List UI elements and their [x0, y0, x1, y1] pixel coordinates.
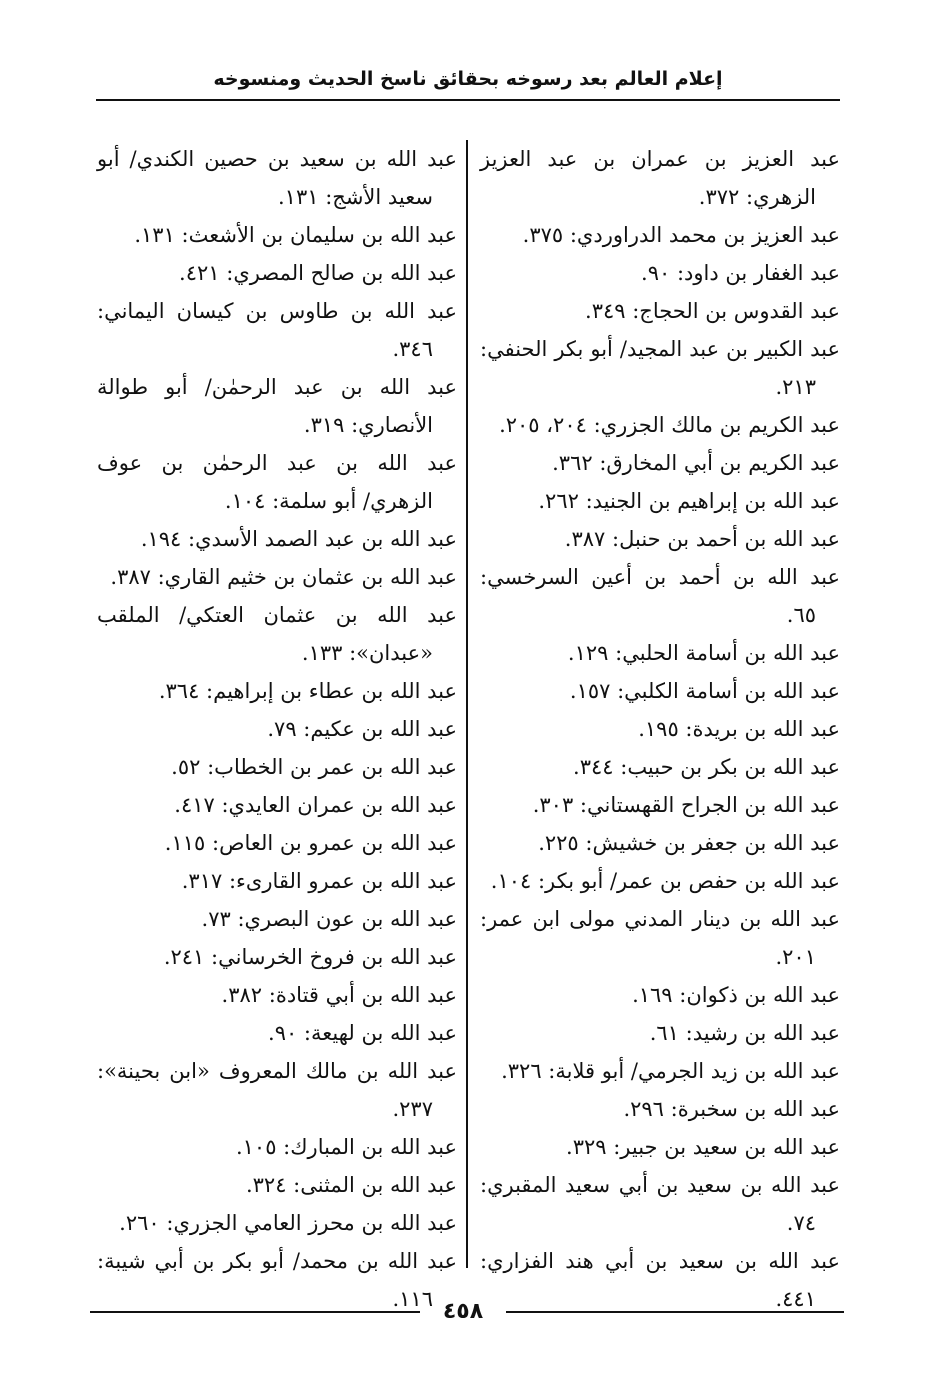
index-entry: عبد القدوس بن الحجاج: ٣٤٩.	[585, 299, 840, 323]
index-entry: عبد الله بن بريدة: ١٩٥.	[638, 717, 840, 741]
index-entry: عبد الله بن عثمان العتكي/ الملقب «عبدان»: ١٣٣.	[97, 603, 457, 665]
index-entry: عبد الله بن سعيد بن حصين الكندي/ أبو سعيد الأشج: ١٣١.	[97, 147, 457, 209]
index-entry: عبد الله بن عون البصري: ٧٣.	[201, 907, 457, 931]
header-rule	[96, 99, 840, 101]
index-entry: عبد الغفار بن داود: ٩٠.	[641, 261, 840, 285]
index-entry: عبد الله بن عثمان بن خثيم القاري: ٣٨٧.	[110, 565, 457, 589]
index-entry: عبد الله بن سعيد بن أبي سعيد المقبري: ٧٤.	[480, 1173, 840, 1235]
index-column-left	[97, 140, 457, 1318]
index-entry: عبد الله بن عطاء بن إبراهيم: ٣٦٤.	[158, 679, 457, 703]
footer-rule-right	[506, 1311, 844, 1313]
index-entry: عبد الله بن عمرو بن العاص: ١١٥.	[164, 831, 457, 855]
index-entry: عبد الله بن سعيد بن أبي هند الفزاري: ٤٤١.	[480, 1249, 840, 1311]
index-entry: عبد الله بن صالح المصري: ٤٢١.	[179, 261, 457, 285]
index-entry: عبد الله بن فروخ الخرساني: ٢٤١.	[163, 945, 457, 969]
index-entry: عبد العزيز بن عمران بن عبد العزيز الزهري: ٣٧٢.	[480, 147, 840, 209]
index-entry: عبد الكبير بن عبد المجيد/ أبو بكر الحنفي: ٢١٣.	[480, 337, 840, 399]
index-column-right	[480, 140, 840, 1318]
index-entry: عبد الله بن إبراهيم بن الجنيد: ٢٦٢.	[538, 489, 840, 513]
index-entry: عبد الله بن سليمان بن الأشعث: ١٣١.	[134, 223, 457, 247]
index-entry: عبد الله بن بكر بن حبيب: ٣٤٤.	[573, 755, 840, 779]
index-entry: عبد الكريم بن أبي المخارق: ٣٦٢.	[552, 451, 840, 475]
column-divider	[466, 140, 468, 1268]
index-entry: عبد الله بن سخبرة: ٢٩٦.	[623, 1097, 840, 1121]
index-entry: عبد الله بن عكيم: ٧٩.	[267, 717, 457, 741]
index-entry: عبد الله بن عبد الرحمٰن بن عوف الزهري/ أبو سلمة: ١٠٤.	[97, 451, 457, 513]
index-entry: عبد الله بن المبارك: ١٠٥.	[235, 1135, 457, 1159]
index-entry: عبد الله بن دينار المدني مولى ابن عمر: ٢٠١.	[480, 907, 840, 969]
index-entry: عبد الله بن الجراح القهستاني: ٣٠٣.	[532, 793, 840, 817]
index-entry: عبد الله بن عمران العايدي: ٤١٧.	[174, 793, 457, 817]
index-entry: عبد الله بن أسامة الحلبي: ١٢٩.	[567, 641, 840, 665]
index-entry: عبد الله بن مالك المعروف «ابن بحينة»: ٢٣٧.	[97, 1059, 457, 1121]
index-entry: عبد الله بن سعيد بن جبير: ٣٢٩.	[566, 1135, 840, 1159]
index-entry: عبد الله بن رشيد: ٦١.	[649, 1021, 840, 1045]
index-entry: عبد الله بن عمرو القارىء: ٣١٧.	[181, 869, 457, 893]
footer-rule-left	[90, 1311, 420, 1313]
index-entry: عبد الله بن أبي قتادة: ٣٨٢.	[221, 983, 457, 1007]
index-entry: عبد الله بن حفص بن عمر/ أبو بكر: ١٠٤.	[490, 869, 840, 893]
index-entry: عبد الكريم بن مالك الجزري: ٢٠٤، ٢٠٥.	[499, 413, 840, 437]
index-entry: عبد الله بن أسامة الكلبي: ١٥٧.	[569, 679, 840, 703]
index-entry: عبد الله بن لهيعة: ٩٠.	[268, 1021, 457, 1045]
index-entry: عبد الله بن أحمد بن حنبل: ٣٨٧.	[564, 527, 840, 551]
page-number: ٤٥٨	[442, 1299, 484, 1324]
index-entry: عبد الله بن عبد الرحمٰن/ أبو طوالة الأنصاري: ٣١٩.	[97, 375, 457, 437]
index-entry: عبد الله بن عبد الصمد الأسدي: ١٩٤.	[140, 527, 457, 551]
running-header: إعلام العالم بعد رسوخه بحقائق ناسخ الحديث ومنسوخه	[213, 68, 723, 90]
index-entry: عبد الله بن المثنى: ٣٢٤.	[245, 1173, 457, 1197]
index-entry: عبد الله بن طاوس بن كيسان اليماني: ٣٤٦.	[97, 299, 457, 361]
index-entry: عبد الله بن عمر بن الخطاب: ٥٢.	[171, 755, 457, 779]
index-entry: عبد الله بن محرز العامي الجزري: ٢٦٠.	[119, 1211, 457, 1235]
index-entry: عبد الله بن جعفر بن خشيش: ٢٢٥.	[538, 831, 840, 855]
index-entry: عبد الله بن زيد الجرمي/ أبو قلابة: ٣٢٦.	[501, 1059, 840, 1083]
index-entry: عبد الله بن محمد/ أبو بكر بن أبي شيبة: ١١٦.	[97, 1249, 457, 1311]
index-entry: عبد الله بن أحمد بن أعين السرخسي: ٦٥.	[480, 565, 840, 627]
index-entry: عبد الله بن ذكوان: ١٦٩.	[632, 983, 840, 1007]
index-entry: عبد العزيز بن محمد الدراوردي: ٣٧٥.	[522, 223, 840, 247]
